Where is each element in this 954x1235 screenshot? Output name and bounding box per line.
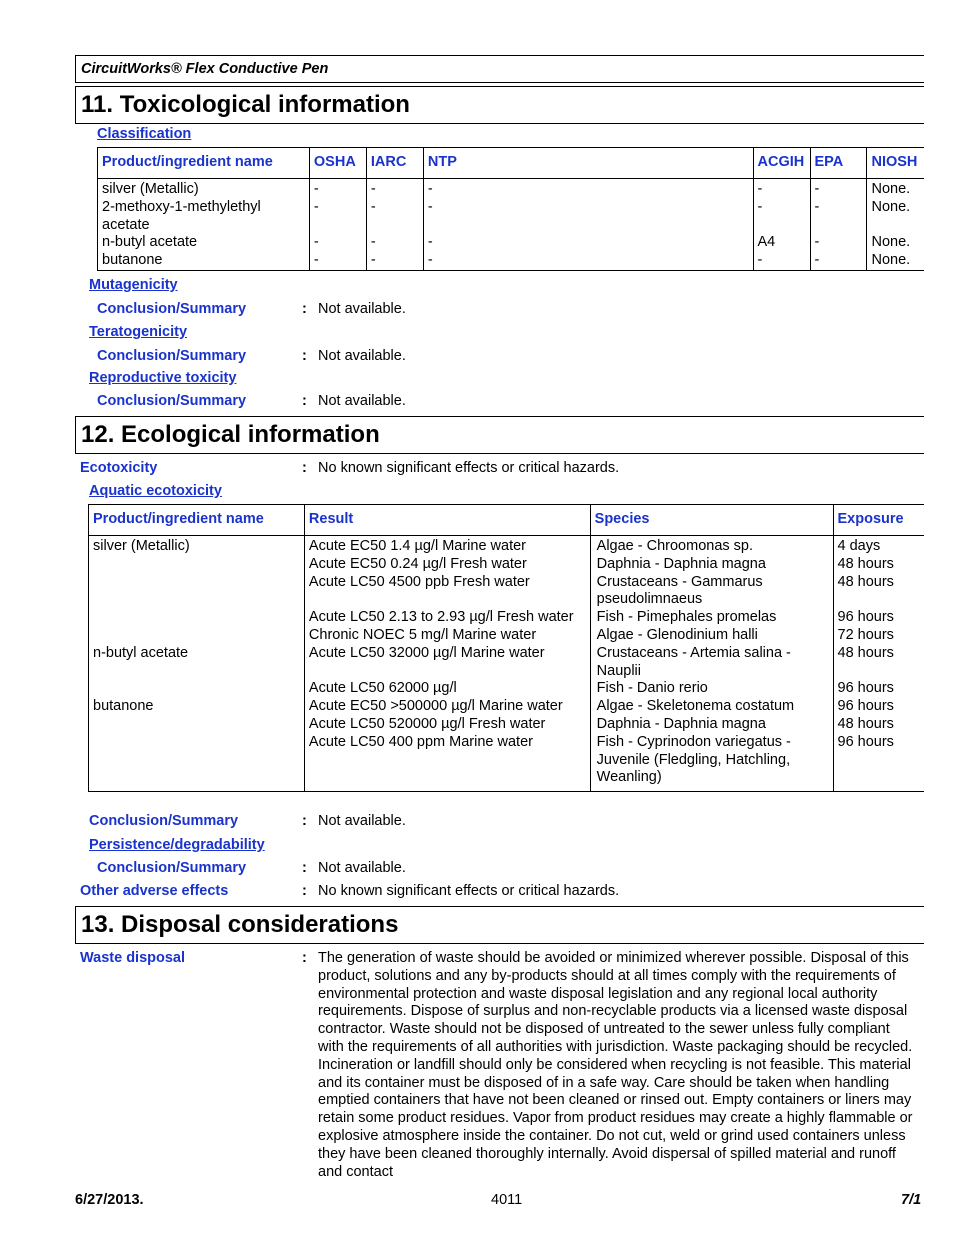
species-cell: Daphnia - Daphnia magna: [590, 716, 833, 734]
cell: -: [423, 252, 753, 270]
ecotoxicity-label: Ecotoxicity: [80, 460, 158, 476]
cell: -: [753, 199, 810, 235]
other-adverse-value: No known significant effects or critical hazards.: [318, 883, 620, 899]
exposure-cell: 96 hours: [833, 609, 924, 627]
result-cell: Chronic NOEC 5 mg/l Marine water: [304, 627, 590, 645]
persistence-conclusion-value: Not available.: [318, 860, 406, 876]
col-epa: EPA: [810, 148, 867, 179]
cell: -: [366, 234, 423, 252]
cell: -: [309, 234, 366, 252]
col-iarc: IARC: [366, 148, 423, 179]
species-cell: Algae - Skeletonema costatum: [590, 698, 833, 716]
species-cell: Crustaceans - Artemia salina - Nauplii: [590, 645, 833, 681]
cell: 2-methoxy-1-methylethyl acetate: [98, 199, 310, 235]
aquatic-conclusion-label: Conclusion/Summary: [89, 813, 239, 829]
col-osha: OSHA: [309, 148, 366, 179]
cell: -: [309, 252, 366, 270]
persistence-link[interactable]: Persistence/degradability: [89, 837, 265, 853]
result-cell: Acute LC50 400 ppm Marine water: [304, 734, 590, 792]
species-cell: Algae - Glenodinium halli: [590, 627, 833, 645]
col-species: Species: [590, 505, 833, 536]
teratogenicity-conclusion-value: Not available.: [318, 348, 406, 364]
cell: None.: [867, 179, 924, 199]
table-row: [98, 252, 925, 270]
species-cell: Fish - Danio rerio: [590, 680, 833, 698]
aquatic-conclusion-value: Not available.: [318, 813, 406, 829]
colon: :: [302, 301, 307, 317]
document-header: [75, 55, 924, 83]
cell: -: [810, 234, 867, 252]
reproductive-conclusion-value: Not available.: [318, 393, 406, 409]
classification-table: [97, 147, 924, 271]
table-row: [89, 536, 925, 556]
table-row: [89, 734, 925, 792]
colon: :: [302, 348, 307, 364]
result-cell: Acute EC50 1.4 µg/l Marine water: [304, 536, 590, 556]
teratogenicity-conclusion-label: Conclusion/Summary: [97, 348, 247, 364]
section-12-title: 12. Ecological information: [75, 416, 924, 454]
aquatic-ecotoxicity-link[interactable]: Aquatic ecotoxicity: [89, 483, 222, 499]
ingredient-name: butanone: [89, 698, 305, 716]
exposure-cell: 48 hours: [833, 716, 924, 734]
section-11-title: 11. Toxicological information: [75, 86, 924, 124]
teratogenicity-link[interactable]: Teratogenicity: [89, 324, 188, 340]
exposure-cell: 96 hours: [833, 734, 924, 792]
colon: :: [302, 393, 307, 409]
table-row: [89, 645, 925, 681]
cell: [89, 609, 305, 627]
cell: -: [309, 199, 366, 235]
cell: None.: [867, 199, 924, 235]
waste-disposal-label: Waste disposal: [80, 950, 186, 966]
species-cell: Fish - Pimephales promelas: [590, 609, 833, 627]
cell: -: [309, 179, 366, 199]
exposure-cell: 4 days: [833, 536, 924, 556]
cell: -: [753, 252, 810, 270]
col-product: Product/ingredient name: [89, 505, 305, 536]
cell: -: [366, 199, 423, 235]
col-product: Product/ingredient name: [98, 148, 310, 179]
cell: -: [423, 199, 753, 235]
cell: -: [366, 252, 423, 270]
ecotoxicity-value: No known significant effects or critical hazards.: [318, 460, 620, 476]
species-cell: Crustaceans - Gammarus pseudolimnaeus: [590, 574, 833, 610]
footer-page: 7/1: [901, 1192, 922, 1208]
table-row: [89, 609, 925, 627]
result-cell: Acute LC50 520000 µg/l Fresh water: [304, 716, 590, 734]
cell: [89, 716, 305, 734]
classification-link[interactable]: Classification: [97, 126, 192, 142]
footer-code: 4011: [491, 1192, 523, 1208]
exposure-cell: 48 hours: [833, 645, 924, 681]
cell: None.: [867, 234, 924, 252]
cell: -: [810, 179, 867, 199]
cell: None.: [867, 252, 924, 270]
exposure-cell: 48 hours: [833, 574, 924, 610]
col-niosh: NIOSH: [867, 148, 924, 179]
cell: n-butyl acetate: [98, 234, 310, 252]
table-row: [98, 179, 925, 199]
cell: [89, 556, 305, 574]
col-result: Result: [304, 505, 590, 536]
reproductive-toxicity-link[interactable]: Reproductive toxicity: [89, 370, 237, 386]
result-cell: Acute LC50 2.13 to 2.93 µg/l Fresh water: [304, 609, 590, 627]
result-cell: Acute LC50 4500 ppb Fresh water: [304, 574, 590, 610]
colon: :: [302, 883, 307, 899]
aquatic-table: [88, 504, 924, 792]
mutagenicity-conclusion-label: Conclusion/Summary: [97, 301, 247, 317]
cell: [89, 627, 305, 645]
other-adverse-label: Other adverse effects: [80, 883, 229, 899]
cell: -: [366, 179, 423, 199]
exposure-cell: 96 hours: [833, 680, 924, 698]
classification-header-row: [98, 148, 925, 179]
col-ntp: NTP: [423, 148, 753, 179]
result-cell: Acute EC50 >500000 µg/l Marine water: [304, 698, 590, 716]
product-title: CircuitWorks® Flex Conductive Pen: [81, 61, 329, 77]
section-13-title: 13. Disposal considerations: [75, 906, 924, 944]
species-cell: Daphnia - Daphnia magna: [590, 556, 833, 574]
table-row: [89, 556, 925, 574]
cell: -: [810, 252, 867, 270]
reproductive-conclusion-label: Conclusion/Summary: [97, 393, 247, 409]
table-row: [89, 627, 925, 645]
table-row: [89, 574, 925, 610]
cell: -: [753, 179, 810, 199]
persistence-conclusion-label: Conclusion/Summary: [97, 860, 247, 876]
col-exposure: Exposure: [833, 505, 924, 536]
ingredient-name: silver (Metallic): [89, 536, 305, 556]
cell: -: [810, 199, 867, 235]
cell: [89, 734, 305, 792]
aquatic-header-row: [89, 505, 925, 536]
cell: silver (Metallic): [98, 179, 310, 199]
mutagenicity-link[interactable]: Mutagenicity: [89, 277, 178, 293]
cell: [89, 574, 305, 610]
footer-date: 6/27/2013.: [75, 1192, 144, 1208]
exposure-cell: 72 hours: [833, 627, 924, 645]
cell: A4: [753, 234, 810, 252]
colon: :: [302, 813, 307, 829]
result-cell: Acute LC50 62000 µg/l: [304, 680, 590, 698]
colon: :: [302, 860, 307, 876]
waste-disposal-text: The generation of waste should be avoided or minimized wherever possible. Disposal of this product, solutions and any by-products should at all times comply with the requirements of environmental protection and waste disposal legislation and any regional local authority requirements. Dispose of surplus and non-recyclable products via a licensed waste disposal contractor. Waste should not be disposed of untreated to the sewer unless fully compliant with the requirements of all authorities with jurisdiction. Waste packaging should be recycled. Incineration or landfill should only be considered when recycling is not feasible. This material and its container must be disposed of in a safe way. Care should be taken when handling emptied containers that have not been cleaned or rinsed out. Empty containers or liners may retain some product residues. Vapor from product residues may create a highly flammable or explosive atmosphere inside the container. Do not cut, weld or grind used containers unless they have been cleaned thoroughly internally. Avoid dispersal of spilled material and runoff and contact: [318, 950, 913, 1180]
cell: -: [423, 234, 753, 252]
ingredient-name: n-butyl acetate: [89, 645, 305, 681]
exposure-cell: 96 hours: [833, 698, 924, 716]
table-row: [98, 234, 925, 252]
col-acgih: ACGIH: [753, 148, 810, 179]
table-row: [89, 680, 925, 698]
table-row: [98, 199, 925, 235]
species-cell: Fish - Cyprinodon variegatus - Juvenile (Fledgling, Hatchling, Weanling): [590, 734, 833, 792]
cell: butanone: [98, 252, 310, 270]
colon: :: [302, 950, 307, 966]
colon: :: [302, 460, 307, 476]
cell: -: [423, 179, 753, 199]
result-cell: Acute LC50 32000 µg/l Marine water: [304, 645, 590, 681]
table-row: [89, 698, 925, 716]
species-cell: Algae - Chroomonas sp.: [590, 536, 833, 556]
result-cell: Acute EC50 0.24 µg/l Fresh water: [304, 556, 590, 574]
mutagenicity-conclusion-value: Not available.: [318, 301, 406, 317]
cell: [89, 680, 305, 698]
table-row: [89, 716, 925, 734]
exposure-cell: 48 hours: [833, 556, 924, 574]
